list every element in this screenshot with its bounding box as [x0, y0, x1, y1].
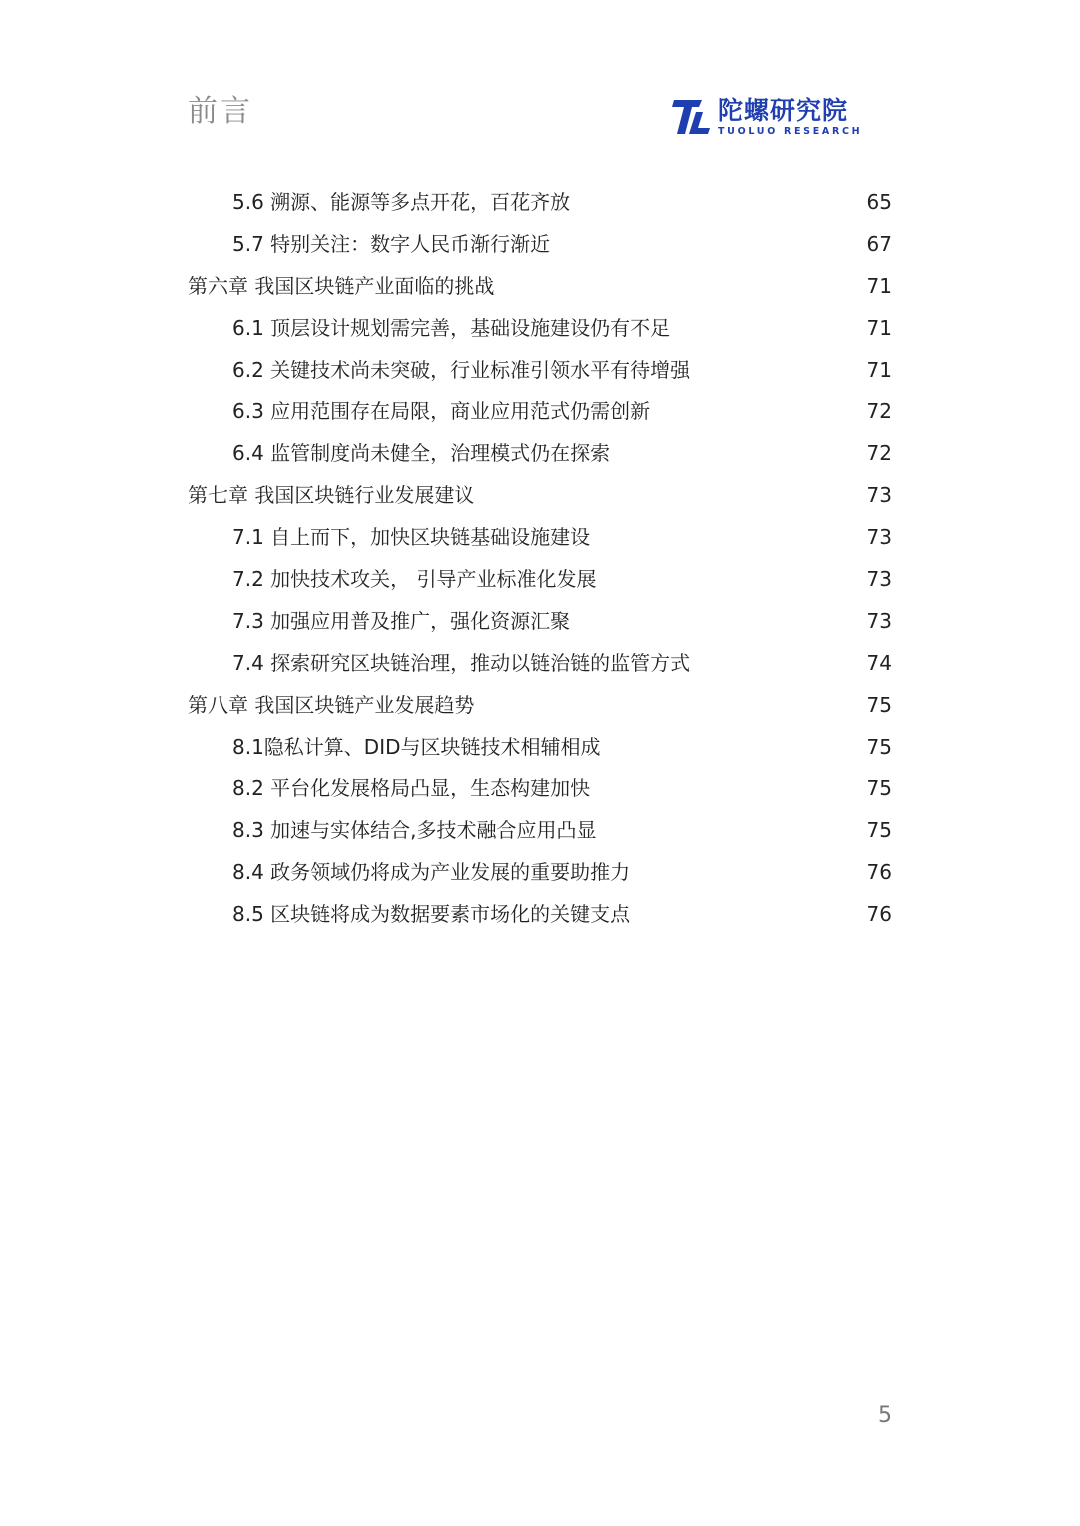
toc-section-row[interactable] — [188, 894, 892, 936]
toc-entry-page: 76 — [866, 902, 892, 927]
toc-section-row[interactable] — [188, 182, 892, 224]
toc-entry-label: 7.3 加强应用普及推广，强化资源汇聚 — [232, 608, 571, 633]
toc-entry-label: 6.3 应用范围存在局限，商业应用范式仍需创新 — [232, 399, 651, 424]
toc-entry-label: 7.2 加快技术攻关， 引导产业标准化发展 — [232, 567, 597, 592]
toc-section-row[interactable] — [188, 224, 892, 266]
toc-section-row[interactable] — [188, 308, 892, 350]
toc-entry-label: 第七章 我国区块链行业发展建议 — [188, 483, 475, 508]
toc-entry-page: 74 — [866, 650, 892, 675]
toc-entry-page: 73 — [866, 567, 892, 592]
toc-chapter-row[interactable] — [188, 475, 892, 517]
toc-entry-page: 73 — [866, 525, 892, 550]
toc-section-row[interactable] — [188, 727, 892, 769]
page-number: 5 — [878, 1403, 892, 1428]
toc-chapter-row[interactable] — [188, 685, 892, 727]
toc-entry-page: 65 — [866, 190, 892, 214]
tuoluo-logo-icon — [672, 98, 712, 136]
toc-entry-label: 第八章 我国区块链产业发展趋势 — [188, 692, 475, 717]
toc-section-row[interactable] — [188, 768, 892, 810]
toc-entry-page: 75 — [866, 692, 892, 717]
toc-section-row[interactable] — [188, 350, 892, 392]
toc-entry-label: 5.7 特别关注：数字人民币渐行渐近 — [232, 231, 551, 256]
toc-entry-page: 73 — [866, 483, 892, 508]
toc-entry-label: 6.4 监管制度尚未健全，治理模式仍在探索 — [232, 441, 611, 466]
toc-section-row[interactable] — [188, 517, 892, 559]
toc-chapter-row[interactable] — [188, 266, 892, 308]
toc-entry-page: 75 — [866, 818, 892, 843]
toc-entry-label: 8.2 平台化发展格局凸显，生态构建加快 — [232, 776, 591, 801]
toc-section-row[interactable] — [188, 391, 892, 433]
table-of-contents — [188, 182, 892, 936]
toc-entry-page: 76 — [866, 860, 892, 885]
toc-entry-page: 67 — [866, 231, 892, 256]
toc-section-row[interactable] — [188, 852, 892, 894]
toc-entry-page: 75 — [866, 776, 892, 801]
toc-entry-label: 6.2 关键技术尚未突破，行业标准引领水平有待增强 — [232, 357, 691, 382]
toc-entry-label: 8.5 区块链将成为数据要素市场化的关键支点 — [232, 902, 631, 927]
logo-text-cn: 陀螺研究院 — [718, 96, 849, 125]
toc-entry-page: 71 — [866, 273, 892, 298]
toc-entry-label: 7.4 探索研究区块链治理，推动以链治链的监管方式 — [232, 650, 691, 675]
toc-entry-label: 第六章 我国区块链产业面临的挑战 — [188, 273, 495, 298]
logo — [672, 96, 872, 140]
toc-entry-label: 5.6 溯源、能源等多点开花，百花齐放 — [232, 190, 571, 214]
toc-entry-page: 75 — [866, 734, 892, 759]
toc-entry-label: 7.1 自上而下，加快区块链基础设施建设 — [232, 525, 591, 550]
toc-section-row[interactable] — [188, 601, 892, 643]
toc-entry-page: 71 — [866, 357, 892, 382]
toc-section-row[interactable] — [188, 559, 892, 601]
toc-entry-page: 71 — [866, 315, 892, 340]
toc-entry-label: 6.1 顶层设计规划需完善，基础设施建设仍有不足 — [232, 315, 671, 340]
logo-text-en: TUOLUO RESEARCH — [718, 126, 863, 137]
toc-entry-page: 72 — [866, 399, 892, 424]
toc-section-row[interactable] — [188, 433, 892, 475]
toc-section-row[interactable] — [188, 643, 892, 685]
toc-entry-page: 73 — [866, 608, 892, 633]
toc-entry-page: 72 — [866, 441, 892, 466]
toc-entry-label: 8.1隐私计算、DID与区块链技术相辅相成 — [232, 734, 601, 759]
page-header-title: 前言 — [188, 94, 252, 129]
toc-entry-label: 8.4 政务领域仍将成为产业发展的重要助推力 — [232, 860, 631, 885]
toc-entry-label: 8.3 加速与实体结合,多技术融合应用凸显 — [232, 818, 597, 843]
toc-section-row[interactable] — [188, 810, 892, 852]
